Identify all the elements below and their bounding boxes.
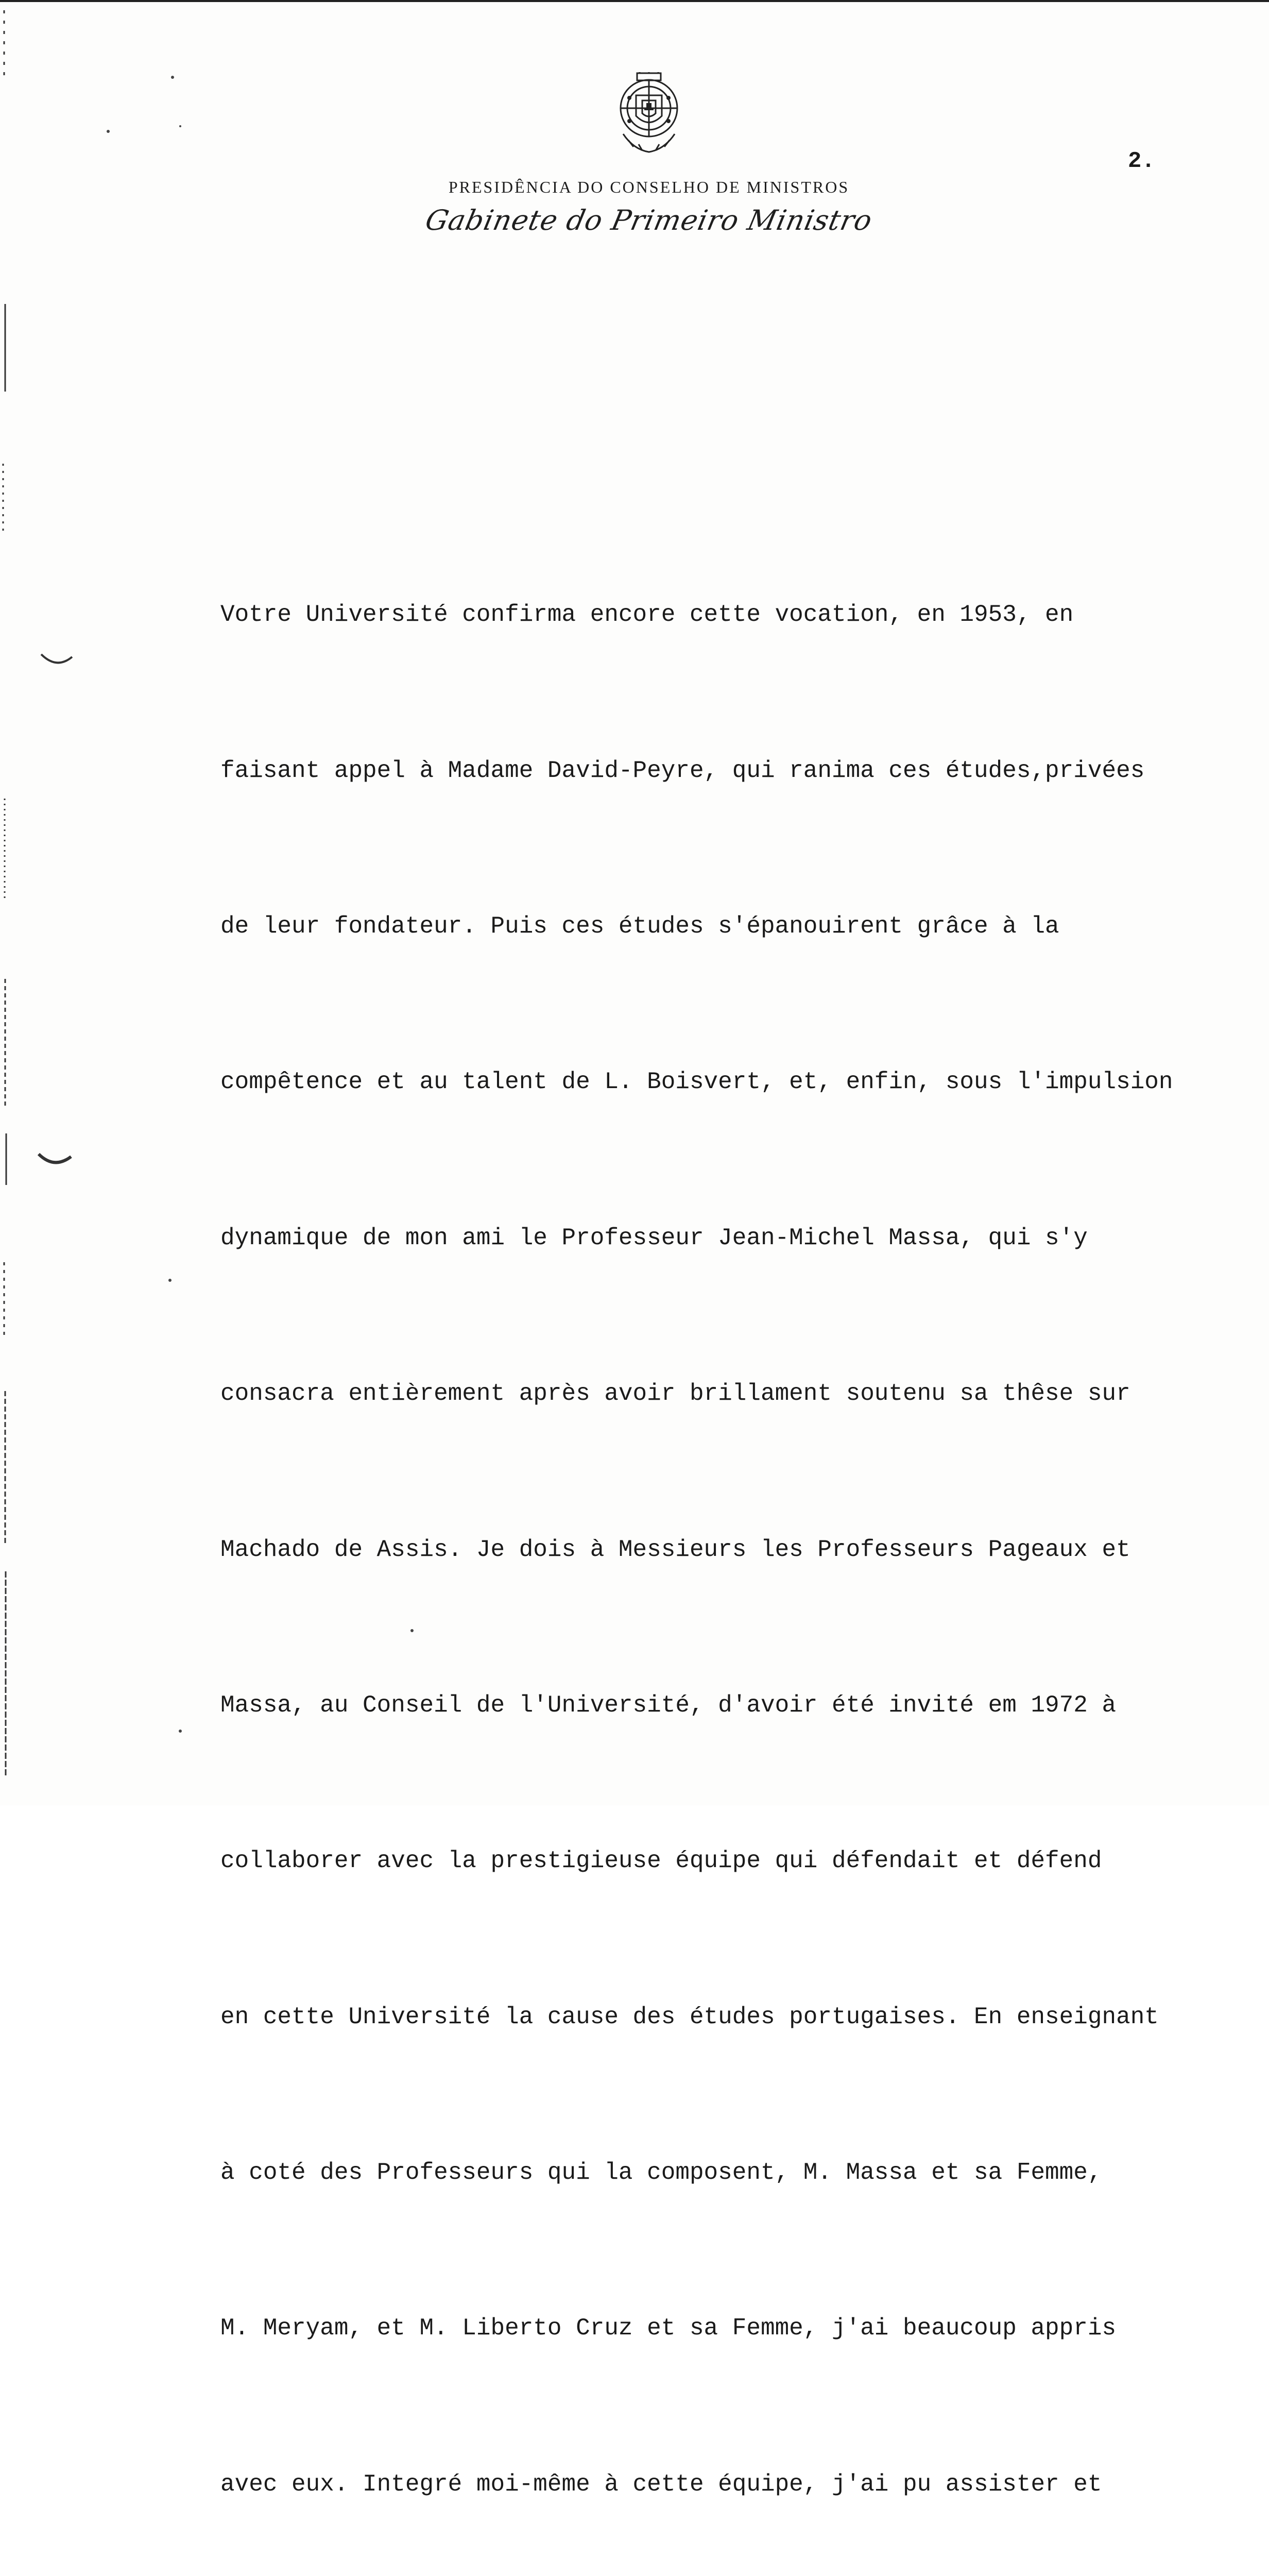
text-line: Machado de Assis. Je dois à Messieurs les Professeurs Pageaux et: [220, 1536, 1130, 1563]
coat-of-arms-icon: [605, 72, 693, 162]
institution-name: PRESIDÊNCIA DO CONSELHO DE MINISTROS: [448, 178, 850, 196]
text-line: avec eux. Integré moi-même à cette équipe, j'ai pu assister et: [220, 2470, 1102, 2498]
letterhead: [361, 72, 937, 236]
top-border: [0, 0, 1269, 2]
text-line: de leur fondateur. Puis ces études s'épanouirent grâce à la: [220, 912, 1059, 940]
page-number: 2.: [1128, 148, 1155, 174]
paragraph: [220, 485, 1230, 2576]
text-line: Massa, au Conseil de l'Université, d'avoir été invité em 1972 à: [220, 1691, 1117, 1719]
text-line: collaborer avec la prestigieuse équipe qui défendait et défend: [220, 1848, 1102, 1875]
text-line: à coté des Professeurs qui la composent, M. Massa et sa Femme,: [220, 2159, 1102, 2187]
text-line: M. Meryam, et M. Liberto Cruz et sa Femme, j'ai beaucoup appris: [220, 2315, 1117, 2342]
text-line: consacra entièrement après avoir brillament soutenu sa thêse sur: [220, 1380, 1130, 1408]
text-line: faisant appel à Madame David-Peyre, qui ranima ces études,privées: [220, 757, 1145, 784]
text-line: Votre Université confirma encore cette vocation, en 1953, en: [220, 601, 1074, 629]
text-line: compêtence et au talent de L. Boisvert, et, enfin, sous l'impulsion: [220, 1069, 1173, 1096]
text-line: en cette Université la cause des études portugaises. En enseignant: [220, 2003, 1159, 2030]
letter-body: [220, 381, 1230, 2576]
office-name: Gabinete do Primeiro Ministro: [422, 204, 876, 236]
text-line: dynamique de mon ami le Professeur Jean-Michel Massa, qui s'y: [220, 1224, 1088, 1251]
